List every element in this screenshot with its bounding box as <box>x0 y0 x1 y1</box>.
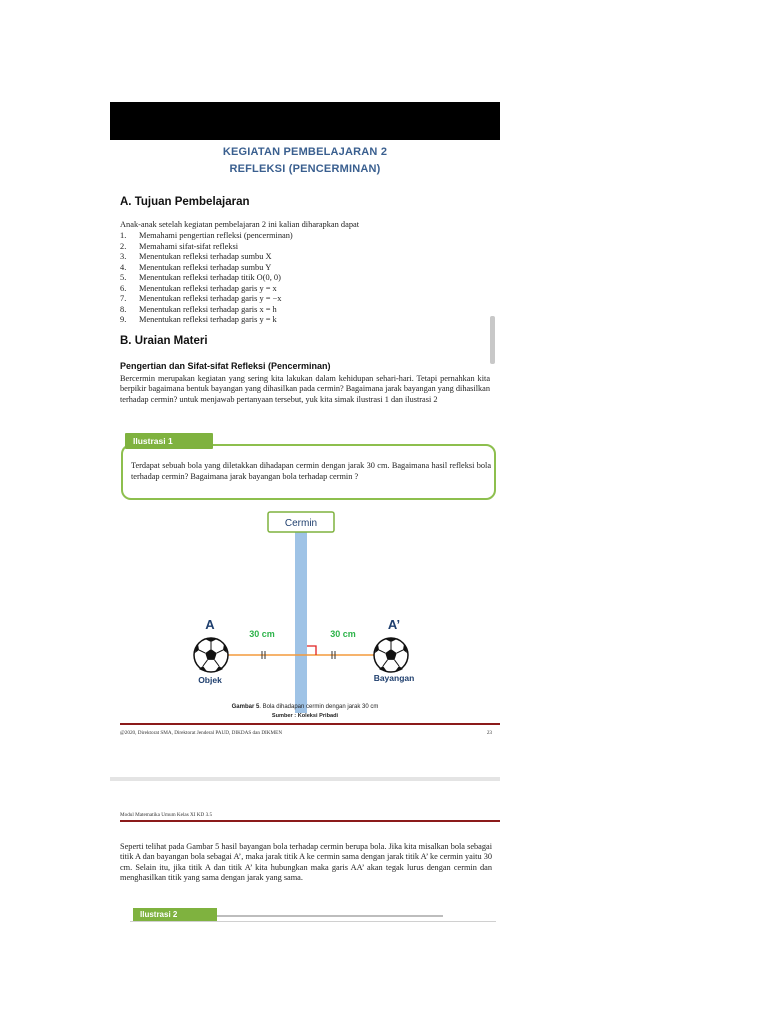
page-number: 23 <box>486 730 492 736</box>
ball-object <box>194 638 228 672</box>
list-item: 2. Memahami sifat-sifat refleksi <box>120 241 239 251</box>
image-label: Bayangan <box>373 673 415 683</box>
distance-right-label: 30 cm <box>330 629 356 639</box>
header-band <box>110 102 500 140</box>
footer-rule <box>120 723 500 725</box>
list-item: 1. Memahami pengertian refleksi (pencerminan) <box>120 231 293 240</box>
illustration-2-line <box>217 915 443 917</box>
page2-paragraph: Seperti telihat pada Gambar 5 hasil bayangan bola terhadap cermin berupa bola. Jika kita misalkan bola sebagai titik A dan bayangan bola sebagai A’, maka jarak titik A ke cermin sama dengan jarak titik A’ ke cermin yaitu 30 cm. Selain itu, jika titik A dan titik A’ kita hubungkan maka garis AA’ akan tegak lurus dengan cermin dan menghasilkan titik yang sama dengan jarak yang sama. <box>120 842 492 883</box>
list-item: 5. Menentukan refleksi terhadap titik O(0, 0) <box>120 273 281 282</box>
list-item: 7. Menentukan refleksi terhadap garis y = −x <box>120 294 282 303</box>
point-a-label: A <box>205 617 215 632</box>
mirror-bar <box>295 525 307 713</box>
section-b-paragraph: Bercermin merupakan kegiatan yang sering kita lakukan dalam kehidupan sehari-hari. Tetapi pernahkan kita berpikir bagaimana bentuk bayangan yang dihasilkan pada cermin? Bagaimana jarak bayangan yang dihasilkan terhadap cermin? untuk menjawab pertanyaan tersebut, yuk kita simak ilustrasi 1 dan ilustrasi 2 <box>120 374 490 404</box>
illustration-2-box-edge <box>130 921 496 922</box>
ball-image <box>374 638 408 672</box>
module-header: Modul Matematika Umum Kelas XI KD 3.5 <box>120 812 213 818</box>
page-footer <box>120 730 492 736</box>
page-separator <box>110 777 500 781</box>
chapter-title: KEGIATAN PEMBELAJARAN 2 <box>222 146 388 158</box>
distance-left-label: 30 cm <box>249 629 275 639</box>
list-item: 8. Menentukan refleksi terhadap garis x = h <box>120 304 277 314</box>
mirror-label: Cermin <box>284 518 318 529</box>
list-item: 3. Menentukan refleksi terhadap sumbu X <box>120 252 272 261</box>
objectives-list <box>120 231 293 326</box>
scrollbar-thumb[interactable] <box>490 316 495 364</box>
footer-copyright: @2020, Direktorat SMA, Direktorat Jenderal PAUD, DIKDAS dan DIKMEN <box>120 730 283 736</box>
point-a-prime-label: A’ <box>387 617 401 632</box>
list-item: 6. Menentukan refleksi terhadap garis y = x <box>120 283 277 293</box>
list-item: 9. Menentukan refleksi terhadap garis y = k <box>120 315 277 324</box>
header-rule <box>120 820 500 822</box>
illustration-2-tag: Ilustrasi 2 <box>133 908 217 922</box>
figure-source: Sumber : Koleksi Pribadi <box>271 713 339 719</box>
section-a-intro: Anak-anak setelah kegiatan pembelajaran 2 ini kalian diharapkan dapat <box>120 220 360 229</box>
figure-caption: Gambar 5. Bola dihadapan cermin dengan jarak 30 cm <box>231 704 379 710</box>
mirror-figure <box>110 505 500 735</box>
chapter-subtitle: REFLEKSI (PENCERMINAN) <box>229 163 381 175</box>
section-b-title: B. Uraian Materi <box>120 335 208 347</box>
illustration-1-text: Terdapat sebuah bola yang diletakkan dihadapan cermin dengan jarak 30 cm. Bagaimana hasil refleksi bola terhadap cermin? Bagaimana jarak bayangan bola terhadap cermin ? <box>131 461 491 481</box>
illustration-1-tag: Ilustrasi 1 <box>125 433 213 449</box>
section-b-subtitle: Pengertian dan Sifat-sifat Refleksi (Pencerminan) <box>120 361 331 371</box>
section-a-title: A. Tujuan Pembelajaran <box>120 196 250 208</box>
list-item: 4. Menentukan refleksi terhadap sumbu Y <box>120 262 272 272</box>
right-angle-mark <box>307 646 316 655</box>
object-label: Objek <box>198 675 222 685</box>
